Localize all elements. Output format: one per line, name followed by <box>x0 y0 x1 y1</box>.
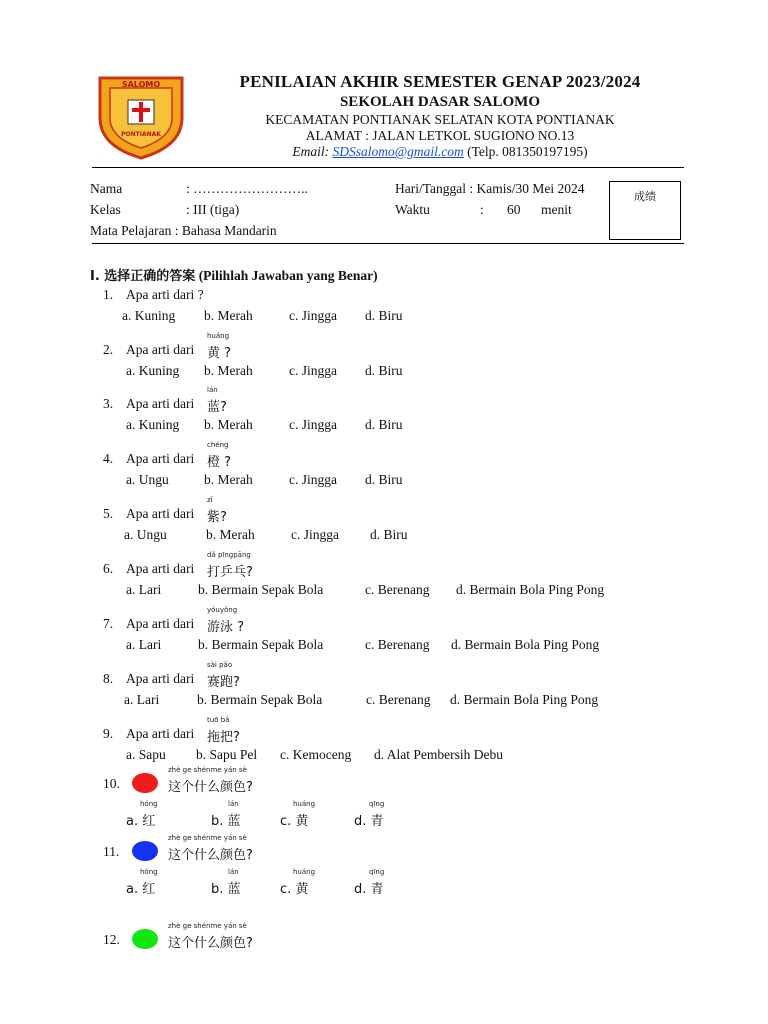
question-text: Apa arti dari <box>126 342 195 357</box>
option-pinyin: hóng <box>140 800 158 808</box>
phone: (Telp. 081350197195) <box>467 144 588 159</box>
question-number: 4. <box>103 451 114 466</box>
answer-option[interactable]: d. Bermain Bola Ping Pong <box>451 637 600 652</box>
question-number: 3. <box>103 396 114 411</box>
answer-option[interactable]: d. 青 <box>354 814 384 829</box>
question-pinyin: huáng <box>207 332 230 340</box>
question-text: Apa arti dari <box>126 726 195 741</box>
answer-option[interactable]: a. Ungu <box>124 527 167 542</box>
school-name: SEKOLAH DASAR SALOMO <box>339 94 541 110</box>
answer-option[interactable]: a. Sapu <box>126 747 166 762</box>
answer-option[interactable]: a. Lari <box>126 582 162 597</box>
score-label: 成绩 <box>634 190 656 203</box>
question-text: 这个什么颜色? <box>168 848 253 863</box>
answer-option[interactable]: b. Merah <box>206 527 255 542</box>
answer-option[interactable]: d. Biru <box>365 308 403 323</box>
question-number: 1. <box>103 287 114 302</box>
answer-option[interactable]: a. 红 <box>126 882 156 897</box>
question-word: 橙 ? <box>207 455 232 470</box>
question-text: Apa arti dari <box>126 616 195 631</box>
answer-option[interactable]: c. Jingga <box>289 363 337 378</box>
question-word: 黄 ? <box>207 346 232 361</box>
option-pinyin: hóng <box>140 868 158 876</box>
section-title-id: (Pilihlah Jawaban yang Benar) <box>198 268 378 283</box>
question-word: 赛跑? <box>207 675 240 690</box>
question-number: 7. <box>103 616 114 631</box>
option-pinyin: lán <box>228 800 239 808</box>
question-pinyin: zhè ge shénme yán sè <box>168 922 247 930</box>
question-pinyin: chéng <box>207 441 229 449</box>
question-number: 10. <box>103 776 120 791</box>
answer-option[interactable]: d. 青 <box>354 882 384 897</box>
answer-option[interactable]: c. Jingga <box>289 417 337 432</box>
answer-option[interactable]: b. Bermain Sepak Bola <box>198 582 324 597</box>
subject: Mata Pelajaran : Bahasa Mandarin <box>90 223 277 238</box>
question-text: Apa arti dari <box>126 506 195 521</box>
question-pinyin: zhè ge shénme yán sè <box>168 766 247 774</box>
answer-option[interactable]: b. Bermain Sepak Bola <box>198 637 324 652</box>
name-value: : …………………….. <box>186 181 308 196</box>
section-heading <box>90 265 378 284</box>
question-number: 8. <box>103 671 114 686</box>
answer-option[interactable]: c. 黄 <box>280 882 309 897</box>
score-box <box>609 181 681 240</box>
answer-option[interactable]: d. Bermain Bola Ping Pong <box>450 692 599 707</box>
answer-option[interactable]: c. Jingga <box>289 472 337 487</box>
header-divider <box>92 167 684 168</box>
answer-option[interactable]: a. Kuning <box>126 363 180 378</box>
answer-option[interactable]: d. Alat Pembersih Debu <box>374 747 503 762</box>
answer-option[interactable]: b. Bermain Sepak Bola <box>197 692 323 707</box>
question-pinyin: sài pǎo <box>207 661 233 669</box>
answer-option[interactable]: a. Ungu <box>126 472 169 487</box>
answer-option[interactable]: c. 黄 <box>280 814 309 829</box>
option-pinyin: lán <box>228 868 239 876</box>
time-value: 60 <box>507 202 521 217</box>
question-text: Apa arti dari ? <box>126 287 204 302</box>
answer-option[interactable]: d. Biru <box>370 527 408 542</box>
option-pinyin: huáng <box>293 868 316 876</box>
option-pinyin: qīng <box>369 800 385 808</box>
time-label: Waktu <box>395 202 430 217</box>
answer-option[interactable]: b. Sapu Pel <box>196 747 258 762</box>
question-number: 6. <box>103 561 114 576</box>
question-word: 紫? <box>207 510 227 525</box>
answer-option[interactable]: c. Kemoceng <box>280 747 352 762</box>
date: Hari/Tanggal : Kamis/30 Mei 2024 <box>395 181 585 196</box>
question-number: 5. <box>103 506 114 521</box>
question-word: 拖把? <box>207 730 240 745</box>
question-word: 打乒乓? <box>207 565 253 580</box>
question-pinyin: tuō bǎ <box>207 716 230 724</box>
question-number: 2. <box>103 342 114 357</box>
question-text: Apa arti dari <box>126 396 195 411</box>
answer-option[interactable]: c. Berenang <box>365 637 430 652</box>
question-text: Apa arti dari <box>126 671 195 686</box>
answer-option[interactable]: b. Merah <box>204 308 253 323</box>
option-pinyin: qīng <box>369 868 385 876</box>
answer-option[interactable]: a. 红 <box>126 814 156 829</box>
green-circle-icon <box>132 929 158 949</box>
logo-text-bottom: PONTIANAK <box>121 131 161 138</box>
answer-option[interactable]: c. Berenang <box>365 582 430 597</box>
option-pinyin: huáng <box>293 800 316 808</box>
red-circle-icon <box>132 773 158 793</box>
question-word: 游泳 ? <box>207 620 245 635</box>
section-title-cn: I. 选择正确的答案 <box>90 269 196 284</box>
time-colon: : <box>480 202 484 217</box>
email-link[interactable]: SDSsalomo@gmail.com <box>332 144 464 159</box>
question-pinyin: lán <box>207 386 218 394</box>
answer-option[interactable]: a. Lari <box>126 637 162 652</box>
answer-option[interactable]: c. Jingga <box>289 308 337 323</box>
answer-option[interactable]: d. Bermain Bola Ping Pong <box>456 582 605 597</box>
class-value: : III (tiga) <box>186 202 240 217</box>
logo-text-top: SALOMO <box>121 80 161 89</box>
email-label: Email: <box>292 144 330 159</box>
question-text: 这个什么颜色? <box>168 936 253 951</box>
question-pinyin: yóuyǒng <box>207 606 238 614</box>
answer-option[interactable]: a. Kuning <box>122 308 176 323</box>
answer-option[interactable]: b. Merah <box>204 363 253 378</box>
exam-title: PENILAIAN AKHIR SEMESTER GENAP 2023/2024 <box>239 72 641 91</box>
class-label: Kelas <box>90 202 121 217</box>
contact-line <box>190 144 690 160</box>
question-number: 9. <box>103 726 114 741</box>
question-number: 12. <box>103 932 120 947</box>
answer-option[interactable]: b. 蓝 <box>211 814 241 829</box>
answer-option[interactable]: b. Merah <box>204 472 253 487</box>
blue-circle-icon <box>132 841 158 861</box>
school-logo <box>96 72 186 160</box>
question-text: Apa arti dari <box>126 451 195 466</box>
question-pinyin: dǎ pīngpāng <box>207 551 251 559</box>
district: KECAMATAN PONTIANAK SELATAN KOTA PONTIANAK <box>265 112 615 127</box>
answer-option[interactable]: c. Berenang <box>366 692 431 707</box>
question-text: 这个什么颜色? <box>168 780 253 795</box>
answer-option[interactable]: b. 蓝 <box>211 882 241 897</box>
question-text: Apa arti dari <box>126 561 195 576</box>
address: ALAMAT : JALAN LETKOL SUGIONO NO.13 <box>305 128 575 143</box>
info-divider <box>92 243 684 244</box>
time-unit: menit <box>541 202 572 217</box>
answer-option[interactable]: d. Biru <box>365 363 403 378</box>
answer-option[interactable]: d. Biru <box>365 417 403 432</box>
question-pinyin: zhè ge shénme yán sè <box>168 834 247 842</box>
answer-option[interactable]: c. Jingga <box>291 527 339 542</box>
answer-option[interactable]: a. Lari <box>124 692 160 707</box>
question-number: 11. <box>103 844 120 859</box>
answer-option[interactable]: b. Merah <box>204 417 253 432</box>
question-pinyin: zǐ <box>207 496 213 504</box>
answer-option[interactable]: a. Kuning <box>126 417 180 432</box>
answer-option[interactable]: d. Biru <box>365 472 403 487</box>
name-label: Nama <box>90 181 123 196</box>
question-word: 蓝? <box>207 400 227 415</box>
